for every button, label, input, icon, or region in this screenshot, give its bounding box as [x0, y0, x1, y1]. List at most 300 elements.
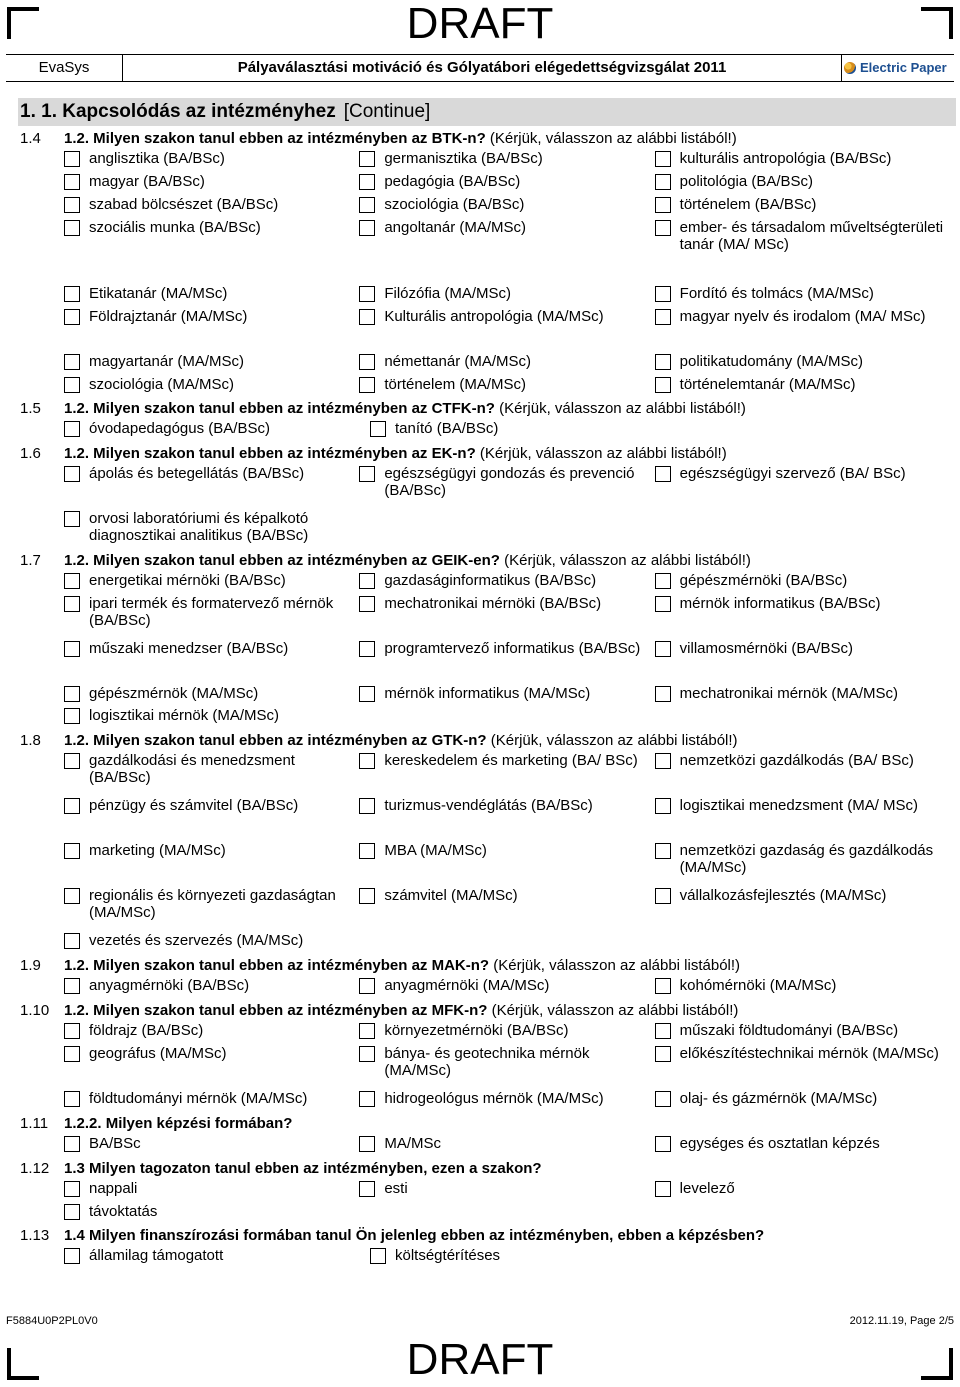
answer-option-label: anyagmérnöki (BA/BSc) [89, 977, 250, 994]
checkbox[interactable] [64, 596, 80, 612]
answer-option[interactable] [64, 308, 359, 353]
checkbox[interactable] [64, 1248, 80, 1264]
checkbox[interactable] [64, 377, 80, 393]
checkbox[interactable] [370, 1248, 386, 1264]
option-row [64, 752, 950, 797]
checkbox[interactable] [359, 309, 375, 325]
question-text-hint: (Kérjük, válasszon az alábbi listából!) [486, 732, 738, 749]
answer-option-label: Filózófia (MA/MSc) [384, 285, 512, 302]
answer-option-label: logisztikai menedzsment (MA/ MSc) [679, 797, 919, 814]
checkbox[interactable] [64, 798, 80, 814]
section-continue-label: [Continue] [343, 101, 431, 122]
answer-option[interactable] [359, 285, 654, 308]
answer-option-label: történelem (MA/MSc) [384, 376, 527, 393]
checkbox[interactable] [64, 1023, 80, 1039]
answer-option[interactable] [64, 353, 359, 376]
answer-option[interactable] [64, 1135, 359, 1158]
answer-option-label: Etikatanár (MA/MSc) [89, 285, 228, 302]
answer-option-label: Fordító és tolmács (MA/MSc) [679, 285, 874, 302]
option-row [64, 707, 950, 730]
checkbox[interactable] [359, 377, 375, 393]
answer-option[interactable] [359, 797, 654, 842]
question-text-hint: (Kérjük, válasszon az alábbi listából!) [494, 400, 746, 417]
question-text-bold: 1.2.2. Milyen képzési formában? [64, 1115, 293, 1132]
checkbox[interactable] [64, 978, 80, 994]
checkbox[interactable] [64, 151, 80, 167]
question-text-bold: 1.2. Milyen szakon tanul ebben az intézményben az BTK-n? [64, 130, 486, 147]
option-row [64, 196, 950, 219]
checkbox[interactable] [655, 753, 671, 769]
checkbox[interactable] [655, 354, 671, 370]
answer-option[interactable] [655, 842, 950, 887]
answer-option-label: tanító (BA/BSc) [395, 420, 499, 437]
answer-option[interactable] [64, 977, 359, 1000]
answer-option-label: regionális és környezeti gazdaságtan (MA/MSc) [89, 887, 336, 921]
question-header [20, 1158, 950, 1180]
answer-option[interactable] [655, 1180, 950, 1203]
option-row [64, 842, 950, 887]
option-row [64, 285, 950, 308]
answer-option[interactable] [655, 150, 950, 173]
answer-option-label: előkészítéstechnikai mérnök (MA/MSc) [679, 1045, 939, 1062]
checkbox[interactable] [655, 843, 671, 859]
checkbox[interactable] [655, 978, 671, 994]
checkbox[interactable] [359, 1046, 375, 1062]
checkbox[interactable] [359, 798, 375, 814]
answer-option-label: környezetmérnöki (BA/BSc) [384, 1022, 569, 1039]
checkbox[interactable] [655, 466, 671, 482]
footer-code: F5884U0P2PL0V0 [6, 1315, 98, 1327]
question-header [20, 398, 950, 420]
answer-option-label: bánya- és geotechnika mérnök (MA/MSc) [384, 1045, 590, 1079]
answer-option-label: MA/MSc [384, 1135, 441, 1152]
answer-option-label: Kulturális antropológia (MA/MSc) [384, 308, 604, 325]
answer-option-label: kereskedelem és marketing (BA/ BSc) [384, 752, 638, 769]
answer-option[interactable] [64, 797, 359, 842]
answer-option-label: kulturális antropológia (BA/BSc) [679, 150, 892, 167]
electric-paper-logo [844, 58, 947, 78]
checkbox[interactable] [64, 1091, 80, 1107]
checkbox[interactable] [655, 174, 671, 190]
answer-option[interactable] [655, 1090, 950, 1113]
answer-option-label: magyar nyelv és irodalom (MA/ MSc) [679, 308, 926, 325]
answer-option[interactable] [359, 595, 654, 640]
answer-option-label: óvodapedagógus (BA/BSc) [89, 420, 270, 437]
page-header [6, 54, 954, 82]
question-block [20, 1158, 950, 1225]
answer-option[interactable] [655, 685, 950, 707]
checkbox[interactable] [655, 197, 671, 213]
question-header [20, 128, 950, 150]
answer-option[interactable] [655, 353, 950, 376]
question-header [20, 1113, 950, 1135]
option-row [64, 1090, 950, 1113]
checkbox[interactable] [359, 286, 375, 302]
checkbox[interactable] [359, 641, 375, 657]
answer-option[interactable] [64, 1180, 359, 1203]
checkbox[interactable] [64, 421, 80, 437]
answer-option[interactable] [64, 173, 359, 196]
answer-option-label: költségtérítéses [395, 1247, 501, 1264]
checkbox[interactable] [655, 151, 671, 167]
checkbox[interactable] [655, 888, 671, 904]
option-row [64, 150, 950, 173]
answer-option-label: szabad bölcsészet (BA/BSc) [89, 196, 279, 213]
answer-option-label: logisztikai mérnök (MA/MSc) [89, 707, 280, 724]
checkbox[interactable] [359, 843, 375, 859]
answer-option-label: angoltanár (MA/MSc) [384, 219, 527, 236]
answer-option[interactable] [655, 797, 950, 842]
answer-option-label: földrajz (BA/BSc) [89, 1022, 204, 1039]
answer-option[interactable] [655, 1045, 950, 1090]
answer-option-label: pedagógia (BA/BSc) [384, 173, 521, 190]
answer-option[interactable] [655, 595, 950, 640]
option-row [64, 887, 950, 932]
option-row [64, 465, 950, 510]
answer-option-label: BA/BSc [89, 1135, 141, 1152]
checkbox[interactable] [359, 174, 375, 190]
question-text-hint: (Kérjük, válasszon az alábbi listából!) [487, 1002, 739, 1019]
answer-option[interactable] [359, 1022, 654, 1045]
checkbox[interactable] [359, 354, 375, 370]
checkbox[interactable] [359, 596, 375, 612]
answer-option[interactable] [359, 308, 654, 353]
answer-option[interactable] [655, 1022, 950, 1045]
answer-option-label: olaj- és gázmérnök (MA/MSc) [679, 1090, 878, 1107]
answer-option-label: nemzetközi gazdaság és gazdálkodás (MA/MSc) [679, 842, 934, 876]
answer-option-label: műszaki menedzser (BA/BSc) [89, 640, 289, 657]
option-row [64, 1180, 950, 1203]
answer-option[interactable] [655, 465, 950, 510]
answer-option-label: ember- és társadalom műveltségterületi tanár (MA/ MSc) [679, 219, 944, 253]
answer-option[interactable] [655, 308, 950, 353]
option-row [64, 376, 950, 398]
question-header [20, 955, 950, 977]
option-row [64, 510, 950, 550]
answer-option[interactable] [64, 1090, 359, 1113]
checkbox[interactable] [359, 686, 375, 702]
checkbox[interactable] [359, 220, 375, 236]
checkbox[interactable] [64, 1204, 80, 1220]
question-number: 1.12 [20, 1160, 50, 1177]
answer-option[interactable] [64, 640, 359, 685]
checkbox[interactable] [359, 753, 375, 769]
answer-option-label: mérnök informatikus (BA/BSc) [679, 595, 881, 612]
checkbox[interactable] [655, 286, 671, 302]
option-row [64, 572, 950, 595]
answer-option-label: egészségügyi szervező (BA/ BSc) [679, 465, 906, 482]
answer-option[interactable] [359, 640, 654, 685]
question-number: 1.11 [20, 1115, 49, 1132]
question-text [64, 732, 738, 750]
answer-option[interactable] [359, 173, 654, 196]
checkbox[interactable] [64, 1046, 80, 1062]
question-text-hint: (Kérjük, válasszon az alábbi listából!) [489, 957, 741, 974]
question-number: 1.9 [20, 957, 41, 974]
answer-option[interactable] [64, 285, 359, 308]
answer-option-label: szociális munka (BA/BSc) [89, 219, 261, 236]
answer-option[interactable] [359, 353, 654, 376]
option-row [64, 1135, 950, 1158]
option-row [64, 640, 950, 685]
survey-title: Pályaválasztási motiváció és Gólyatábori elégedettségvizsgálat 2011 [123, 55, 842, 81]
draft-watermark-bottom: DRAFT [406, 1335, 554, 1384]
question-block [20, 128, 950, 398]
draft-watermark-top: DRAFT [406, 0, 554, 48]
question-number: 1.13 [20, 1227, 50, 1244]
checkbox[interactable] [359, 197, 375, 213]
checkbox[interactable] [655, 641, 671, 657]
checkbox[interactable] [64, 174, 80, 190]
checkbox[interactable] [655, 1181, 671, 1197]
answer-option[interactable] [655, 173, 950, 196]
question-text [64, 957, 740, 975]
answer-option-label: energetikai mérnöki (BA/BSc) [89, 572, 286, 589]
question-block [20, 398, 950, 443]
answer-option[interactable] [359, 842, 654, 887]
checkbox[interactable] [64, 286, 80, 302]
question-block [20, 1113, 950, 1158]
answer-option[interactable] [359, 465, 654, 510]
answer-option[interactable] [359, 196, 654, 219]
answer-option[interactable] [64, 707, 370, 730]
answer-option[interactable] [655, 285, 950, 308]
checkbox[interactable] [655, 596, 671, 612]
checkbox[interactable] [64, 511, 80, 527]
answer-option[interactable] [655, 887, 950, 932]
checkbox[interactable] [359, 466, 375, 482]
question-number: 1.7 [20, 552, 41, 569]
checkbox[interactable] [64, 708, 80, 724]
option-row [64, 353, 950, 376]
question-text [64, 1160, 542, 1178]
answer-option[interactable] [359, 685, 654, 707]
checkbox[interactable] [359, 1136, 375, 1152]
checkbox[interactable] [64, 466, 80, 482]
answer-option-label: orvosi laboratóriumi és képalkotó diagnosztikai analitikus (BA/BSc) [89, 510, 309, 544]
question-text-bold: 1.2. Milyen szakon tanul ebben az intézményben az CTFK-n? [64, 400, 495, 417]
answer-option-label: MBA (MA/MSc) [384, 842, 487, 859]
checkbox[interactable] [64, 354, 80, 370]
checkbox[interactable] [64, 220, 80, 236]
answer-option[interactable] [655, 1135, 950, 1158]
checkbox[interactable] [655, 309, 671, 325]
answer-option[interactable] [64, 219, 359, 285]
answer-option-label: ipari termék és formatervező mérnök (BA/BSc) [89, 595, 334, 629]
answer-option-label: Földrajztanár (MA/MSc) [89, 308, 248, 325]
checkbox[interactable] [359, 1181, 375, 1197]
answer-option[interactable] [655, 196, 950, 219]
checkbox[interactable] [655, 1023, 671, 1039]
answer-option[interactable] [359, 219, 654, 285]
question-number: 1.6 [20, 445, 41, 462]
answer-option[interactable] [64, 887, 359, 932]
question-text [64, 130, 737, 148]
option-row [64, 977, 950, 1000]
checkbox[interactable] [359, 1091, 375, 1107]
answer-option-label: gazdaságinformatikus (BA/BSc) [384, 572, 597, 589]
checkbox[interactable] [359, 573, 375, 589]
answer-option-label: magyartanár (MA/MSc) [89, 353, 245, 370]
answer-option-label: programtervező informatikus (BA/BSc) [384, 640, 641, 657]
checkbox[interactable] [370, 421, 386, 437]
answer-option[interactable] [655, 977, 950, 1000]
checkbox[interactable] [655, 220, 671, 236]
checkbox[interactable] [655, 1136, 671, 1152]
section-title: 1. 1. Kapcsolódás az intézményhez [20, 101, 336, 122]
question-text-bold: 1.2. Milyen szakon tanul ebben az intézményben az MFK-n? [64, 1002, 488, 1019]
checkbox[interactable] [655, 1046, 671, 1062]
checkbox[interactable] [655, 798, 671, 814]
answer-option[interactable] [655, 752, 950, 797]
question-header [20, 443, 950, 465]
checkbox[interactable] [64, 1181, 80, 1197]
footer-date-page: 2012.11.19, Page 2/5 [849, 1315, 954, 1327]
answer-option[interactable] [359, 572, 654, 595]
question-header [20, 550, 950, 572]
checkbox[interactable] [655, 1091, 671, 1107]
option-row [64, 1045, 950, 1090]
answer-option[interactable] [370, 1247, 676, 1270]
answer-option[interactable] [359, 752, 654, 797]
question-text-hint: (Kérjük, válasszon az alábbi listából!) [485, 130, 737, 147]
answer-option[interactable] [359, 1045, 654, 1090]
answer-option[interactable] [359, 1180, 654, 1203]
checkbox[interactable] [64, 686, 80, 702]
question-text-bold: 1.2. Milyen szakon tanul ebben az intézményben az GEIK-en? [64, 552, 500, 569]
answer-option[interactable] [655, 640, 950, 685]
answer-option[interactable] [64, 376, 359, 398]
answer-option-label: mérnök informatikus (MA/MSc) [384, 685, 591, 702]
question-number: 1.5 [20, 400, 41, 417]
answer-option[interactable] [64, 465, 359, 510]
answer-option[interactable] [359, 887, 654, 932]
checkbox[interactable] [64, 753, 80, 769]
answer-option[interactable] [359, 376, 654, 398]
answer-option[interactable] [655, 572, 950, 595]
checkbox[interactable] [359, 151, 375, 167]
answer-option[interactable] [359, 977, 654, 1000]
option-row [64, 797, 950, 842]
answer-option[interactable] [655, 376, 950, 398]
question-block [20, 1000, 950, 1113]
answer-option-label: politikatudomány (MA/MSc) [679, 353, 864, 370]
answer-option-label: gépészmérnöki (BA/BSc) [679, 572, 848, 589]
checkbox[interactable] [64, 933, 80, 949]
answer-option-label: kohómérnöki (MA/MSc) [679, 977, 837, 994]
question-text-bold: 1.4 Milyen finanszírozási formában tanul Ön jelenleg ebben az intézményben, ebben a képzésben? [64, 1227, 765, 1244]
answer-option[interactable] [64, 842, 359, 887]
checkbox[interactable] [64, 1136, 80, 1152]
checkbox[interactable] [655, 686, 671, 702]
option-row [64, 1247, 950, 1270]
option-row [64, 1203, 950, 1225]
option-row [64, 219, 950, 285]
answer-option[interactable] [64, 595, 359, 640]
checkbox[interactable] [64, 843, 80, 859]
answer-option-label: anyagmérnöki (MA/MSc) [384, 977, 550, 994]
answer-option-label: műszaki földtudományi (BA/BSc) [679, 1022, 899, 1039]
checkbox[interactable] [64, 309, 80, 325]
question-text [64, 552, 751, 570]
answer-option-label: szociológia (BA/BSc) [384, 196, 525, 213]
answer-option-label: vállalkozásfejlesztés (MA/MSc) [679, 887, 887, 904]
answer-option-label: politológia (BA/BSc) [679, 173, 814, 190]
option-row [64, 595, 950, 640]
question-block [20, 443, 950, 550]
option-row [64, 420, 950, 443]
answer-option-label: villamosmérnöki (BA/BSc) [679, 640, 854, 657]
answer-option[interactable] [359, 1135, 654, 1158]
system-name: EvaSys [6, 55, 123, 81]
answer-option-label: germanisztika (BA/BSc) [384, 150, 543, 167]
question-text-bold: 1.2. Milyen szakon tanul ebben az intézményben az GTK-n? [64, 732, 487, 749]
answer-option-label: gazdálkodási és menedzsment (BA/BSc) [89, 752, 295, 786]
answer-option-label: egységes és osztatlan képzés [679, 1135, 880, 1152]
answer-option[interactable] [655, 219, 950, 285]
question-header [20, 730, 950, 752]
checkbox[interactable] [655, 573, 671, 589]
checkbox[interactable] [64, 197, 80, 213]
checkbox[interactable] [359, 1023, 375, 1039]
answer-option[interactable] [359, 150, 654, 173]
option-row [64, 932, 950, 955]
checkbox[interactable] [359, 888, 375, 904]
answer-option-label: pénzügy és számvitel (BA/BSc) [89, 797, 299, 814]
question-list [20, 128, 950, 1270]
answer-option[interactable] [64, 752, 359, 797]
answer-option[interactable] [64, 150, 359, 173]
checkbox[interactable] [359, 978, 375, 994]
checkbox[interactable] [655, 377, 671, 393]
option-row [64, 173, 950, 196]
answer-option[interactable] [64, 196, 359, 219]
checkbox[interactable] [64, 573, 80, 589]
answer-option-label: történelem (BA/BSc) [679, 196, 817, 213]
section-header [18, 98, 956, 126]
option-row [64, 308, 950, 353]
checkbox[interactable] [64, 888, 80, 904]
answer-option-label: levelező [679, 1180, 735, 1197]
answer-option[interactable] [64, 932, 370, 955]
question-block [20, 550, 950, 730]
question-text-bold: 1.3 Milyen tagozaton tanul ebben az intézményben, ezen a szakon? [64, 1160, 542, 1177]
answer-option-label: ápolás és betegellátás (BA/BSc) [89, 465, 305, 482]
answer-option[interactable] [359, 1090, 654, 1113]
answer-option-label: távoktatás [89, 1203, 158, 1220]
answer-option[interactable] [370, 420, 676, 443]
answer-option-label: magyar (BA/BSc) [89, 173, 205, 190]
answer-option[interactable] [64, 685, 359, 707]
logo-text: Electric Paper [860, 60, 947, 75]
question-number: 1.4 [20, 130, 41, 147]
answer-option[interactable] [64, 510, 370, 550]
checkbox[interactable] [64, 641, 80, 657]
answer-option[interactable] [64, 1022, 359, 1045]
answer-option-label: mechatronikai mérnöki (BA/BSc) [384, 595, 602, 612]
answer-option[interactable] [64, 1045, 359, 1090]
answer-option[interactable] [64, 572, 359, 595]
question-text [64, 1115, 292, 1133]
answer-option[interactable] [64, 1203, 370, 1225]
answer-option-label: marketing (MA/MSc) [89, 842, 226, 859]
question-header [20, 1225, 950, 1247]
answer-option[interactable] [64, 420, 370, 443]
question-block [20, 730, 950, 955]
answer-option[interactable] [64, 1247, 370, 1270]
answer-option-label: vezetés és szervezés (MA/MSc) [89, 932, 304, 949]
answer-option-label: anglisztika (BA/BSc) [89, 150, 225, 167]
